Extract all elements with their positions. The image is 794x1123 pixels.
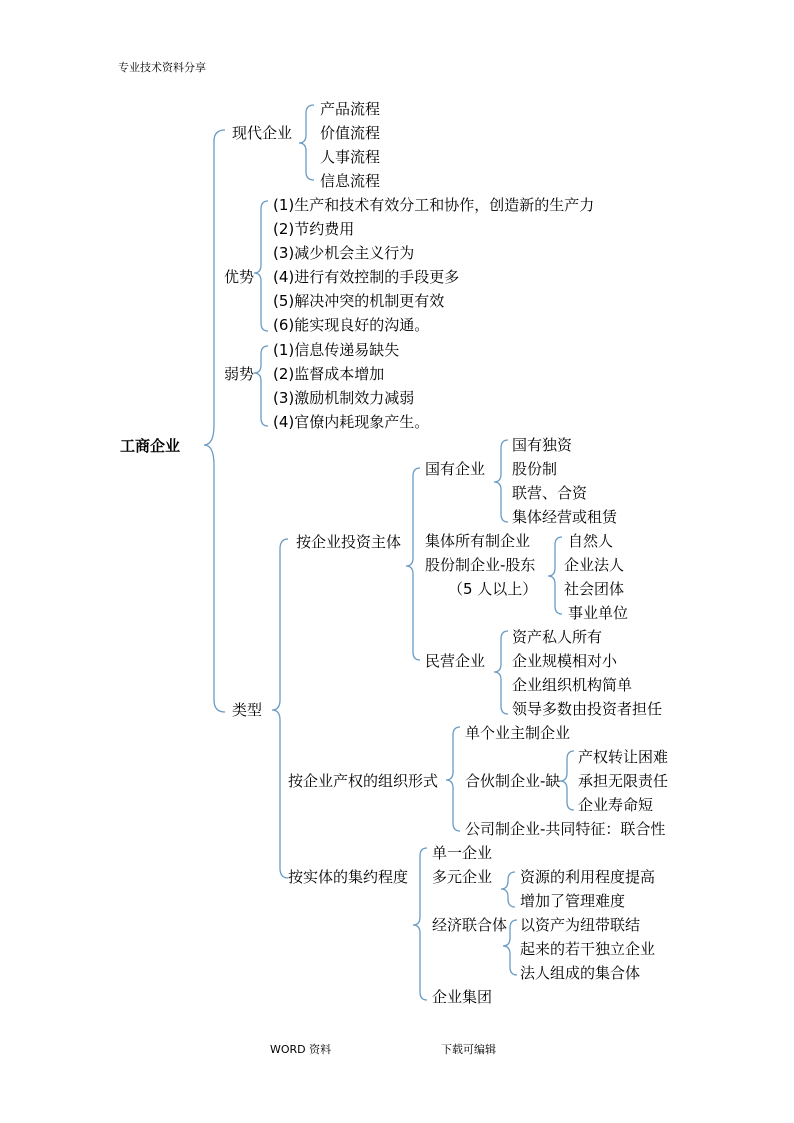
brace-types [272,539,288,878]
shareholding-note: （5 人以上） [448,580,538,598]
diversified-item: 资源的利用程度提高 [520,868,656,886]
state-item: 股份制 [512,460,558,478]
advantage-item: (3)减少机会主义行为 [273,244,415,262]
corporation-node: 公司制企业-共同特征：联合性 [465,820,666,838]
root-node: 工商企业 [120,437,181,455]
modern-enterprise-node: 现代企业 [232,124,293,142]
advantage-item: (2)节约费用 [273,220,355,238]
brace-modern [299,105,314,180]
disadvantage-item: (2)监督成本增加 [273,365,385,383]
union-item: 法人组成的集合体 [520,964,641,982]
brace-intensity [413,848,427,1000]
private-item: 企业组织机构简单 [512,676,633,694]
advantages-node: 优势 [224,268,255,286]
modern-item: 人事流程 [320,148,381,166]
intensity-node: 按实体的集约程度 [288,868,409,886]
footer-right: 下载可编辑 [441,1043,496,1056]
brace-shareholding [548,537,562,614]
partnership-item: 承担无限责任 [578,772,669,790]
brace-investment [406,468,420,660]
state-item: 国有独资 [512,436,573,454]
state-item: 联营、合资 [512,484,588,502]
union-item: 以资产为纽带联结 [520,916,641,934]
modern-item: 信息流程 [320,172,381,190]
state-item: 集体经营或租赁 [512,508,618,526]
investment-node: 按企业投资主体 [296,533,402,551]
advantage-item: (6)能实现良好的沟通。 [273,316,430,334]
state-enterprise-node: 国有企业 [425,460,486,478]
single-enterprise-node: 单一企业 [432,844,493,862]
shareholder-item: 企业法人 [564,556,625,574]
property-form-node: 按企业产权的组织形式 [288,772,439,790]
advantage-item: (4)进行有效控制的手段更多 [273,268,460,286]
union-item: 起来的若干独立企业 [520,940,656,958]
types-node: 类型 [232,701,263,719]
private-item: 企业规模相对小 [512,652,618,670]
diversified-enterprise-node: 多元企业 [432,868,493,886]
advantage-item: (5)解决冲突的机制更有效 [273,292,445,310]
economic-union-node: 经济联合体 [432,916,508,934]
disadvantage-item: (4)官僚内耗现象产生。 [273,413,430,431]
shareholder-item: 自然人 [568,532,614,550]
private-enterprise-node: 民营企业 [425,652,486,670]
sole-proprietorship-node: 单个业主制企业 [465,724,571,742]
disadvantage-item: (1)信息传递易缺失 [273,341,400,359]
partnership-node: 合伙制企业-缺 [465,772,561,790]
enterprise-group-node: 企业集团 [432,988,493,1006]
brace-advantages [254,201,268,331]
private-item: 资产私人所有 [512,628,603,646]
brace-root [204,130,225,712]
brace-state [494,440,508,522]
disadvantage-item: (3)激励机制效力减弱 [273,389,415,407]
advantage-item: (1)生产和技术有效分工和协作，创造新的生产力 [273,196,595,214]
shareholding-enterprise-node: 股份制企业-股东 [425,556,536,574]
brace-partnership [560,751,574,810]
disadvantages-node: 弱势 [224,365,255,383]
modern-item: 价值流程 [320,124,381,142]
footer-left: WORD 资料 [270,1043,332,1056]
partnership-item: 企业寿命短 [578,796,654,814]
diversified-item: 增加了管理难度 [520,892,626,910]
partnership-item: 产权转让困难 [578,748,669,766]
brace-private [494,631,508,714]
brace-property [446,727,460,831]
brace-multi [501,872,515,907]
modern-item: 产品流程 [320,100,381,118]
private-item: 领导多数由投资者担任 [512,700,663,718]
brace-disadvantages [254,346,268,426]
shareholder-item: 事业单位 [568,604,629,622]
page-header: 专业技术资料分享 [118,61,206,74]
shareholder-item: 社会团体 [564,580,625,598]
collective-enterprise-node: 集体所有制企业 [425,532,531,550]
